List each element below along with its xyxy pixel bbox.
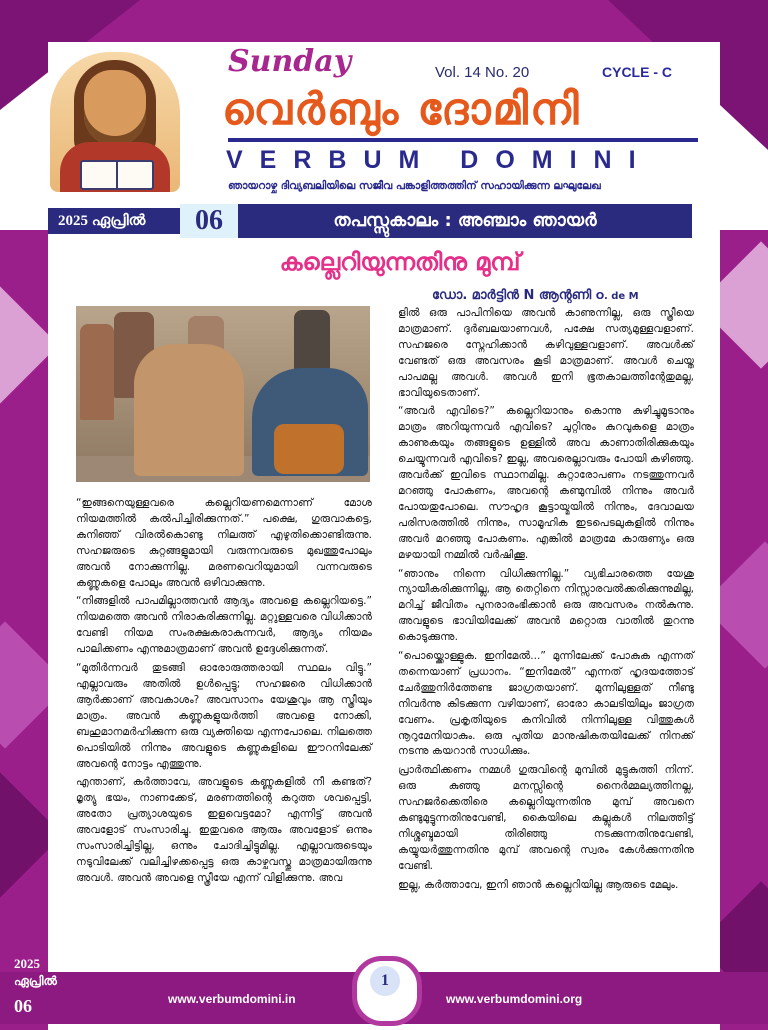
article-title: കല്ലെറിയുന്നതിനു മുമ്പ് bbox=[279, 248, 521, 276]
article-author bbox=[432, 288, 639, 303]
masthead-underline bbox=[228, 138, 698, 142]
paragraph: “ഇങ്ങനെയുള്ളവരെ കല്ലെറിയണമെന്നാണ് മോശ നിയമത്തിൽ കൽപിച്ചിരിക്കുന്നത്.” പക്ഷെ, ഗുരുവാകട്ടെ, കുനിഞ്ഞ് വിരൽകൊണ്ടു നിലത്ത് എഴുതിക്കൊണ്ടിരുന്നു. സഹജരുടെ കുറ്റങ്ങളുമായി വരുന്നവരുടെ മുഖത്തുപോലും അവൻ നോക്കുന്നില്ല. മരണവെറിയുമായി വന്നവരുടെ കണ്ണുകളെ പോലും അവൻ ഒഴിവാക്കുന്നു. bbox=[76, 497, 372, 589]
paragraph: എന്താണ്, കർത്താവേ, അവളുടെ കണ്ണുകളിൽ നീ കണ്ടത്? മൃത്യു ഭയം, നാണക്കേട്, മരണത്തിന്റെ കറുത്ത ശവപ്പെട്ടി, അതോ പ്രത്യാശയുടെ ഇളവെട്ടമോ? എന്നിട്ട് അവൻ അവളോട് സംസാരിച്ചു. ഇതുവരെ ആരും അവളോട് ഒന്നും സംസാരിച്ചിട്ടില്ല, ഒന്നും ചോദിച്ചിട്ടുമില്ല. എല്ലാവരുടെയും നടുവിലേക്ക് വലിച്ചിഴക്കപ്പെട്ട ഒരു കാഴ്ചവസ്തു മാത്രമായിരുന്നു അവൾ. അവൻ അവളെ സ്ത്രീയേ എന്ന് വിളിക്കുന്നു. അവ bbox=[76, 776, 372, 884]
jesus-figure bbox=[134, 344, 244, 476]
issue-day: 06 bbox=[180, 204, 238, 238]
article-column-right bbox=[398, 306, 694, 897]
masthead-title-malayalam: വെർബും ദോമിനി bbox=[222, 84, 581, 135]
page-number: 1 bbox=[370, 966, 400, 996]
footer-year: 2025 bbox=[14, 956, 40, 971]
website-link-in[interactable]: www.verbumdomini.in bbox=[168, 992, 296, 1006]
paragraph: “ഞാനും നിന്നെ വിധിക്കുന്നില്ല.” വ്യഭിചാരത്തെ യേശു ന്യായീകരിക്കുന്നില്ല, ആ തെറ്റിനെ നിസ്സാരവൽക്കരിക്കുന്നുമില്ല, മറിച്ച് ജീവിതം പുനരാരംഭിക്കാൻ ഒരു അവസരം നൽകുന്നു. അവളുടെ ഭാവിയിലേക്ക് അവൻ മറ്റൊരു വാതിൽ തുറന്നു കൊടുക്കുന്നു. bbox=[398, 567, 694, 644]
paragraph: “മുതിർന്നവർ തുടങ്ങി ഓരോരുത്തരായി സ്ഥലം വിട്ടു.” എല്ലാവരും അതിൽ ഉൾപ്പെട്ടു; സഹജരെ വിധിക്കാൻ ആർക്കാണ് അവകാശം? അവസാനം യേശുവും ആ സ്ത്രീയും മാത്രം. അവൻ കണ്ണുകളുയർത്തി അവളെ നോക്കി, ബഹുമാനമർഹിക്കുന്ന ഒരു വ്യക്തിയെ എന്നപോലെ. നിലത്തെ പൊടിയിൽ നിന്നും അവളുടെ കണ്ണുകളിലെ ഈറനിലേക്ക് അവന്റെ നോട്ടം എത്തുന്നു. bbox=[76, 662, 372, 770]
volume-number: Vol. 14 No. 20 bbox=[435, 64, 530, 81]
author-order: O. de M bbox=[595, 291, 639, 302]
liturgical-season: തപസ്സുകാലം : അഞ്ചാം ഞായർ bbox=[238, 204, 692, 238]
paragraph: ളിൽ ഒരു പാപിനിയെ അവൻ കാണുന്നില്ല, ഒരു സ്ത്രീയെ മാത്രമാണ്. ദുർബലയാണവൾ, പക്ഷേ സത്യമുള്ളവളാണ്. സഹജരെ സ്നേഹിക്കാൻ കഴിവുള്ളവളാണ്. അവൾക്ക് വേണ്ടത് ഒരു അവസരം കൂടി മാത്രമാണ്. അവൾ ചെയ്ത പാപമല്ല അവൾ. അവൾ ഇനി ഭൂതകാലത്തിന്റേതുമല്ല, ഭാവിയുടെതാണ്. bbox=[398, 307, 694, 399]
author-name: ഡോ. മാർട്ടിൻ N ആന്റണി bbox=[432, 288, 592, 303]
open-book-icon bbox=[80, 160, 154, 190]
paragraph: “നിങ്ങളിൽ പാപമില്ലാത്തവൻ ആദ്യം അവളെ കല്ലെറിയട്ടെ.” നിയമത്തെ അവൻ നിരാകരിക്കുന്നില്ല. മറ്റുള്ളവരെ വിധിക്കാൻ വേണ്ടി നിയമ സംരക്ഷകരാകുന്നവർ, ആദ്യം നിയമം പാലിക്കണം എന്നുമാത്രമാണ് അവൻ ഉദ്ദേശിക്കുന്നത്. bbox=[76, 595, 372, 656]
liturgical-cycle: CYCLE - C bbox=[602, 64, 672, 80]
bystander-figure bbox=[80, 324, 114, 420]
sunday-label: Sunday bbox=[228, 44, 352, 79]
masthead-tagline: ഞായറാഴ്ച ദിവ്യബലിയിലെ സജീവ പങ്കാളിത്തത്തിന് സഹായിക്കുന്ന ലഘുലേഖ bbox=[228, 180, 601, 192]
christ-logo bbox=[50, 52, 180, 192]
logo-face bbox=[84, 70, 146, 146]
issue-year-month: 2025 ഏപ്രിൽ bbox=[48, 208, 180, 234]
paragraph: “പൊയ്ക്കൊള്ളുക. ഇനിമേൽ...” മുന്നിലേക്ക് പോകുക എന്നത് തന്നെയാണ് പ്രധാനം. “ഇനിമേൽ” എന്നത് ഹൃദയത്തോട് ചേർത്തുനിർത്തേണ്ട ജാഗ്രതയാണ്. മുന്നിലുള്ളത് നീണ്ടു നിവർന്നു കിടക്കുന്ന വഴിയാണ്, ഓരോ കാലടിയിലും ജാഗ്രത വേണം. പ്രകൃതിയുടെ കനിവിൽ നിന്നിലുള്ള വിത്തുകൾ നൂറുമേനിയാകും. ഒരു പുതിയ മാനുഷികതയിലേക്ക് നിനക്ക് നടന്നു കയറാൻ സാധിക്കും. bbox=[398, 650, 694, 758]
woman-garment bbox=[274, 424, 344, 474]
paragraph: ഇല്ല, കർത്താവേ, ഇനി ഞാൻ കല്ലെറിയില്ല ആരുടെ മേലും. bbox=[398, 878, 679, 891]
website-link-org[interactable]: www.verbumdomini.org bbox=[446, 992, 583, 1006]
paragraph: പ്രാർത്ഥിക്കണം നമ്മൾ ഗുരുവിന്റെ മുമ്പിൽ മുട്ടുകുത്തി നിന്ന്. ഒരു കുഞ്ഞു മനസ്സിന്റെ നൈർമ്മല്യത്തിനല്ല, സഹജർക്കെതിരെ കല്ലെറിയുന്നതിനു മുമ്പ് അവനെ കണ്ടുമുട്ടുന്നതിനുവേണ്ടി, കൈയിലെ കല്ലുകൾ നിലത്തിട്ട് നിശ്ശബ്ദമായി തിരിഞ്ഞു നടക്കുന്നതിനുവേണ്ടി, കയ്യുയർത്തുന്നതിനു മുമ്പ് അവന്റെ സ്വരം കേൾക്കുന്നതിനു വേണ്ടി. bbox=[398, 764, 694, 872]
footer-month: ഏപ്രിൽ bbox=[14, 974, 57, 988]
article-column-left bbox=[76, 496, 372, 890]
footer-day: 06 bbox=[14, 996, 32, 1016]
article-illustration bbox=[76, 306, 370, 482]
masthead-title-english: VERBUM DOMINI bbox=[226, 146, 653, 174]
paragraph: “അവർ എവിടെ?” കല്ലെറിയാനും കൊന്നു കുഴിച്ചുമൂടാനും മാത്രം അറിയുന്നവർ എവിടെ? ചുറ്റിനും കുറവുകളെ മാത്രം കാണുകയും തങ്ങളുടെ ഉള്ളിൽ അവ കാണാതിരിക്കുകയും ചെയ്യുന്നവർ എവിടെ? ഇല്ല, അവരെല്ലാവരും പോയി കഴിഞ്ഞു. അവർക്ക് ഇവിടെ സ്ഥാനമില്ല. കുറ്റാരോപണം നടത്തുന്നവർ മറഞ്ഞു പോകണം, അവന്റെ കണ്മുമ്പിൽ നിന്നും അവർ പോയതുപോലെ. സൗഹൃദ കൂട്ടായ്മയിൽ നിന്നും, ദേവാലയ പരിസരത്തിൽ നിന്നും, സാമൂഹിക ഇടപെടലുകളിൽ നിന്നും അവർ മറഞ്ഞു പോകണം. എങ്കിൽ മാത്രമേ കാരുണ്യം ഒരു മഴയായി നമ്മിൽ വർഷിക്കൂ. bbox=[398, 405, 694, 561]
